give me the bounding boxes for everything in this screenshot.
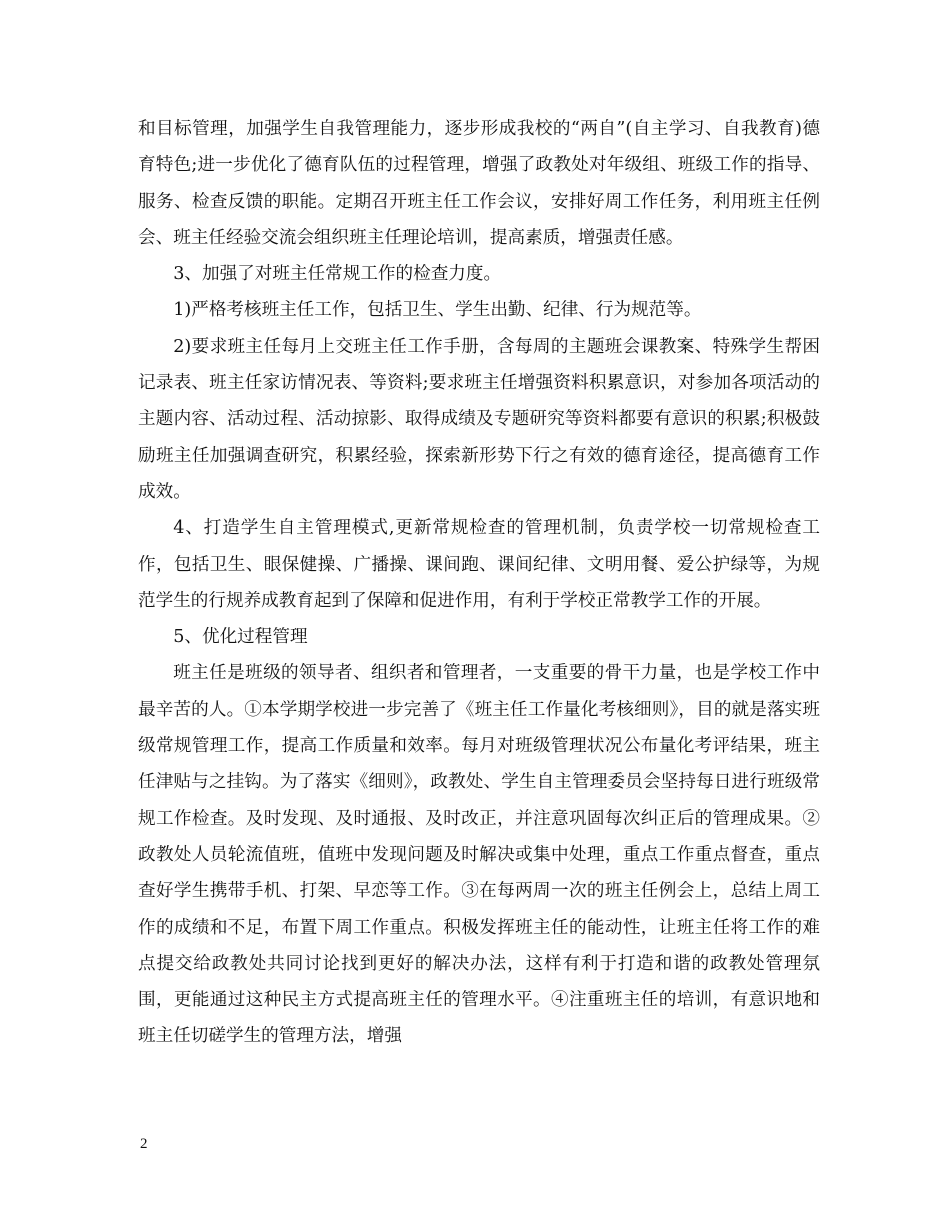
paragraph-item-3: 3、加强了对班主任常规工作的检查力度。 (173, 264, 502, 285)
paragraph-continued: 和目标管理，加强学生自我管理能力，逐步形成我校的“两自”(自主学习、自我教育)德育特色;进一步优化了德育队伍的过程管理，增强了政教处对年级组、班级工作的指导、服务、检查反馈的职能。定期召开班主任工作会议，安排好周工作任务，利用班主任例会、班主任经验交流会组织班主任理论培训，提高素质，增强责任感。 (138, 119, 820, 248)
paragraph-item-5: 5、优化过程管理 (173, 627, 308, 648)
paragraph-item-4: 4、打造学生自主管理模式,更新常规检查的管理机制，负责学校一切常规检查工作，包括卫生、眼保健操、广播操、课间跑、课间纪律、文明用餐、爱公护绿等，为规范学生的行规养成教育起到了保障和促进作用，有利于学校正常教学工作的开展。 (138, 518, 820, 611)
page-number: 2 (140, 1136, 148, 1152)
body-text (138, 111, 820, 1055)
paragraph-subitem-2: 2)要求班主任每月上交班主任工作手册，含每周的主题班会课教案、特殊学生帮困记录表、班主任家访情况表、等资料;要求班主任增强资料积累意识，对参加各项活动的主题内容、活动过程、活动掠影、取得成绩及专题研究等资料都要有意识的积累;积极鼓励班主任加强调查研究，积累经验，探索新形势下行之有效的德育途径，提高德育工作成效。 (138, 336, 820, 502)
paragraph-subitem-1: 1)严格考核班主任工作，包括卫生、学生出勤、纪律、行为规范等。 (173, 300, 702, 321)
paragraph-process-management: 班主任是班级的领导者、组织者和管理者，一支重要的骨干力量，也是学校工作中最辛苦的人。①本学期学校进一步完善了《班主任工作量化考核细则》，目的就是落实班级常规管理工作，提高工作质量和效率。每月对班级管理状况公布量化考评结果，班主任津贴与之挂钩。为了落实《细则》，政教处、学生自主管理委员会坚持每日进行班级常规工作检查。及时发现、及时通报、及时改正，并注意巩固每次纠正后的管理成果。②政教处人员轮流值班，值班中发现问题及时解决或集中处理，重点工作重点督查，重点查好学生携带手机、打架、早恋等工作。③在每两周一次的班主任例会上，总结上周工作的成绩和不足，布置下周工作重点。积极发挥班主任的能动性，让班主任将工作的难点提交给政教处共同讨论找到更好的解决办法，这样有利于打造和谐的政教处管理氛围，更能通过这种民主方式提高班主任的管理水平。④注重班主任的培训，有意识地和班主任切磋学生的管理方法，增强 (138, 663, 820, 1047)
